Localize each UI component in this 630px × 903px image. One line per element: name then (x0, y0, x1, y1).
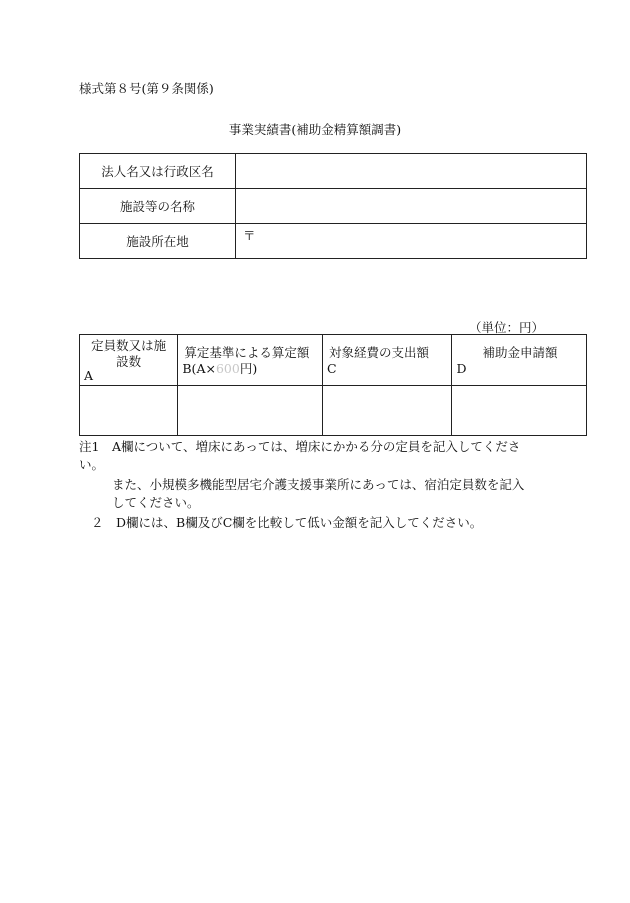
header-expenditure (322, 335, 452, 386)
unit-label: （単位：円） (468, 320, 544, 335)
note-1-line-3: また、小規模多機能型居宅介護支援事業所にあっては、宿泊定員数を記入 (112, 477, 525, 492)
table-row (80, 154, 587, 189)
document-title: 事業実績書(補助金精算額調書) (228, 122, 402, 137)
header-standard-formula (182, 362, 257, 376)
corp-name-label: 法人名又は行政区名 (80, 154, 236, 189)
header-capacity (80, 335, 178, 386)
header-capacity-letter: A (84, 368, 94, 383)
header-expenditure-letter: C (326, 361, 337, 376)
table-header-row (80, 335, 587, 386)
value-a-field[interactable] (80, 386, 178, 436)
header-standard-amount (178, 335, 323, 386)
calc-table (79, 334, 587, 436)
note-1-line-2: い。 (79, 457, 105, 472)
facility-name-field[interactable] (236, 189, 587, 224)
value-d-field[interactable] (452, 386, 587, 436)
facility-address-label: 施設所在地 (80, 224, 236, 259)
note-1-line-4: してください。 (112, 495, 200, 510)
value-c-field[interactable] (322, 386, 452, 436)
header-capacity-line2: 設数 (116, 354, 142, 369)
header-application-amount (452, 335, 587, 386)
formula-suffix: 円) (239, 361, 258, 376)
header-application-letter: D (456, 361, 467, 376)
value-b-field[interactable] (178, 386, 323, 436)
facility-address-field[interactable] (236, 224, 587, 259)
form-number: 様式第８号(第９条関係) (79, 81, 214, 96)
facility-name-label: 施設等の名称 (80, 189, 236, 224)
formula-rate: 600 (215, 361, 240, 376)
note-1-line-1: 注1 A欄について、増床にあっては、増床にかかる分の定員を記入してくださ (79, 439, 521, 454)
note-2: ２ D欄には、B欄及びC欄を比較して低い金額を記入してください。 (91, 515, 483, 530)
corp-name-field[interactable] (236, 154, 587, 189)
table-row (80, 224, 587, 259)
header-expenditure-label: 対象経費の支出額 (328, 345, 429, 360)
info-table (79, 153, 587, 259)
postal-mark: 〒 (243, 228, 256, 243)
table-row (80, 189, 587, 224)
header-capacity-line1: 定員数又は施 (91, 338, 167, 353)
header-standard-label: 算定基準による算定額 (184, 345, 310, 360)
table-row (80, 386, 587, 436)
formula-prefix: B(A× (182, 361, 216, 376)
header-application-label: 補助金申請額 (482, 345, 558, 360)
